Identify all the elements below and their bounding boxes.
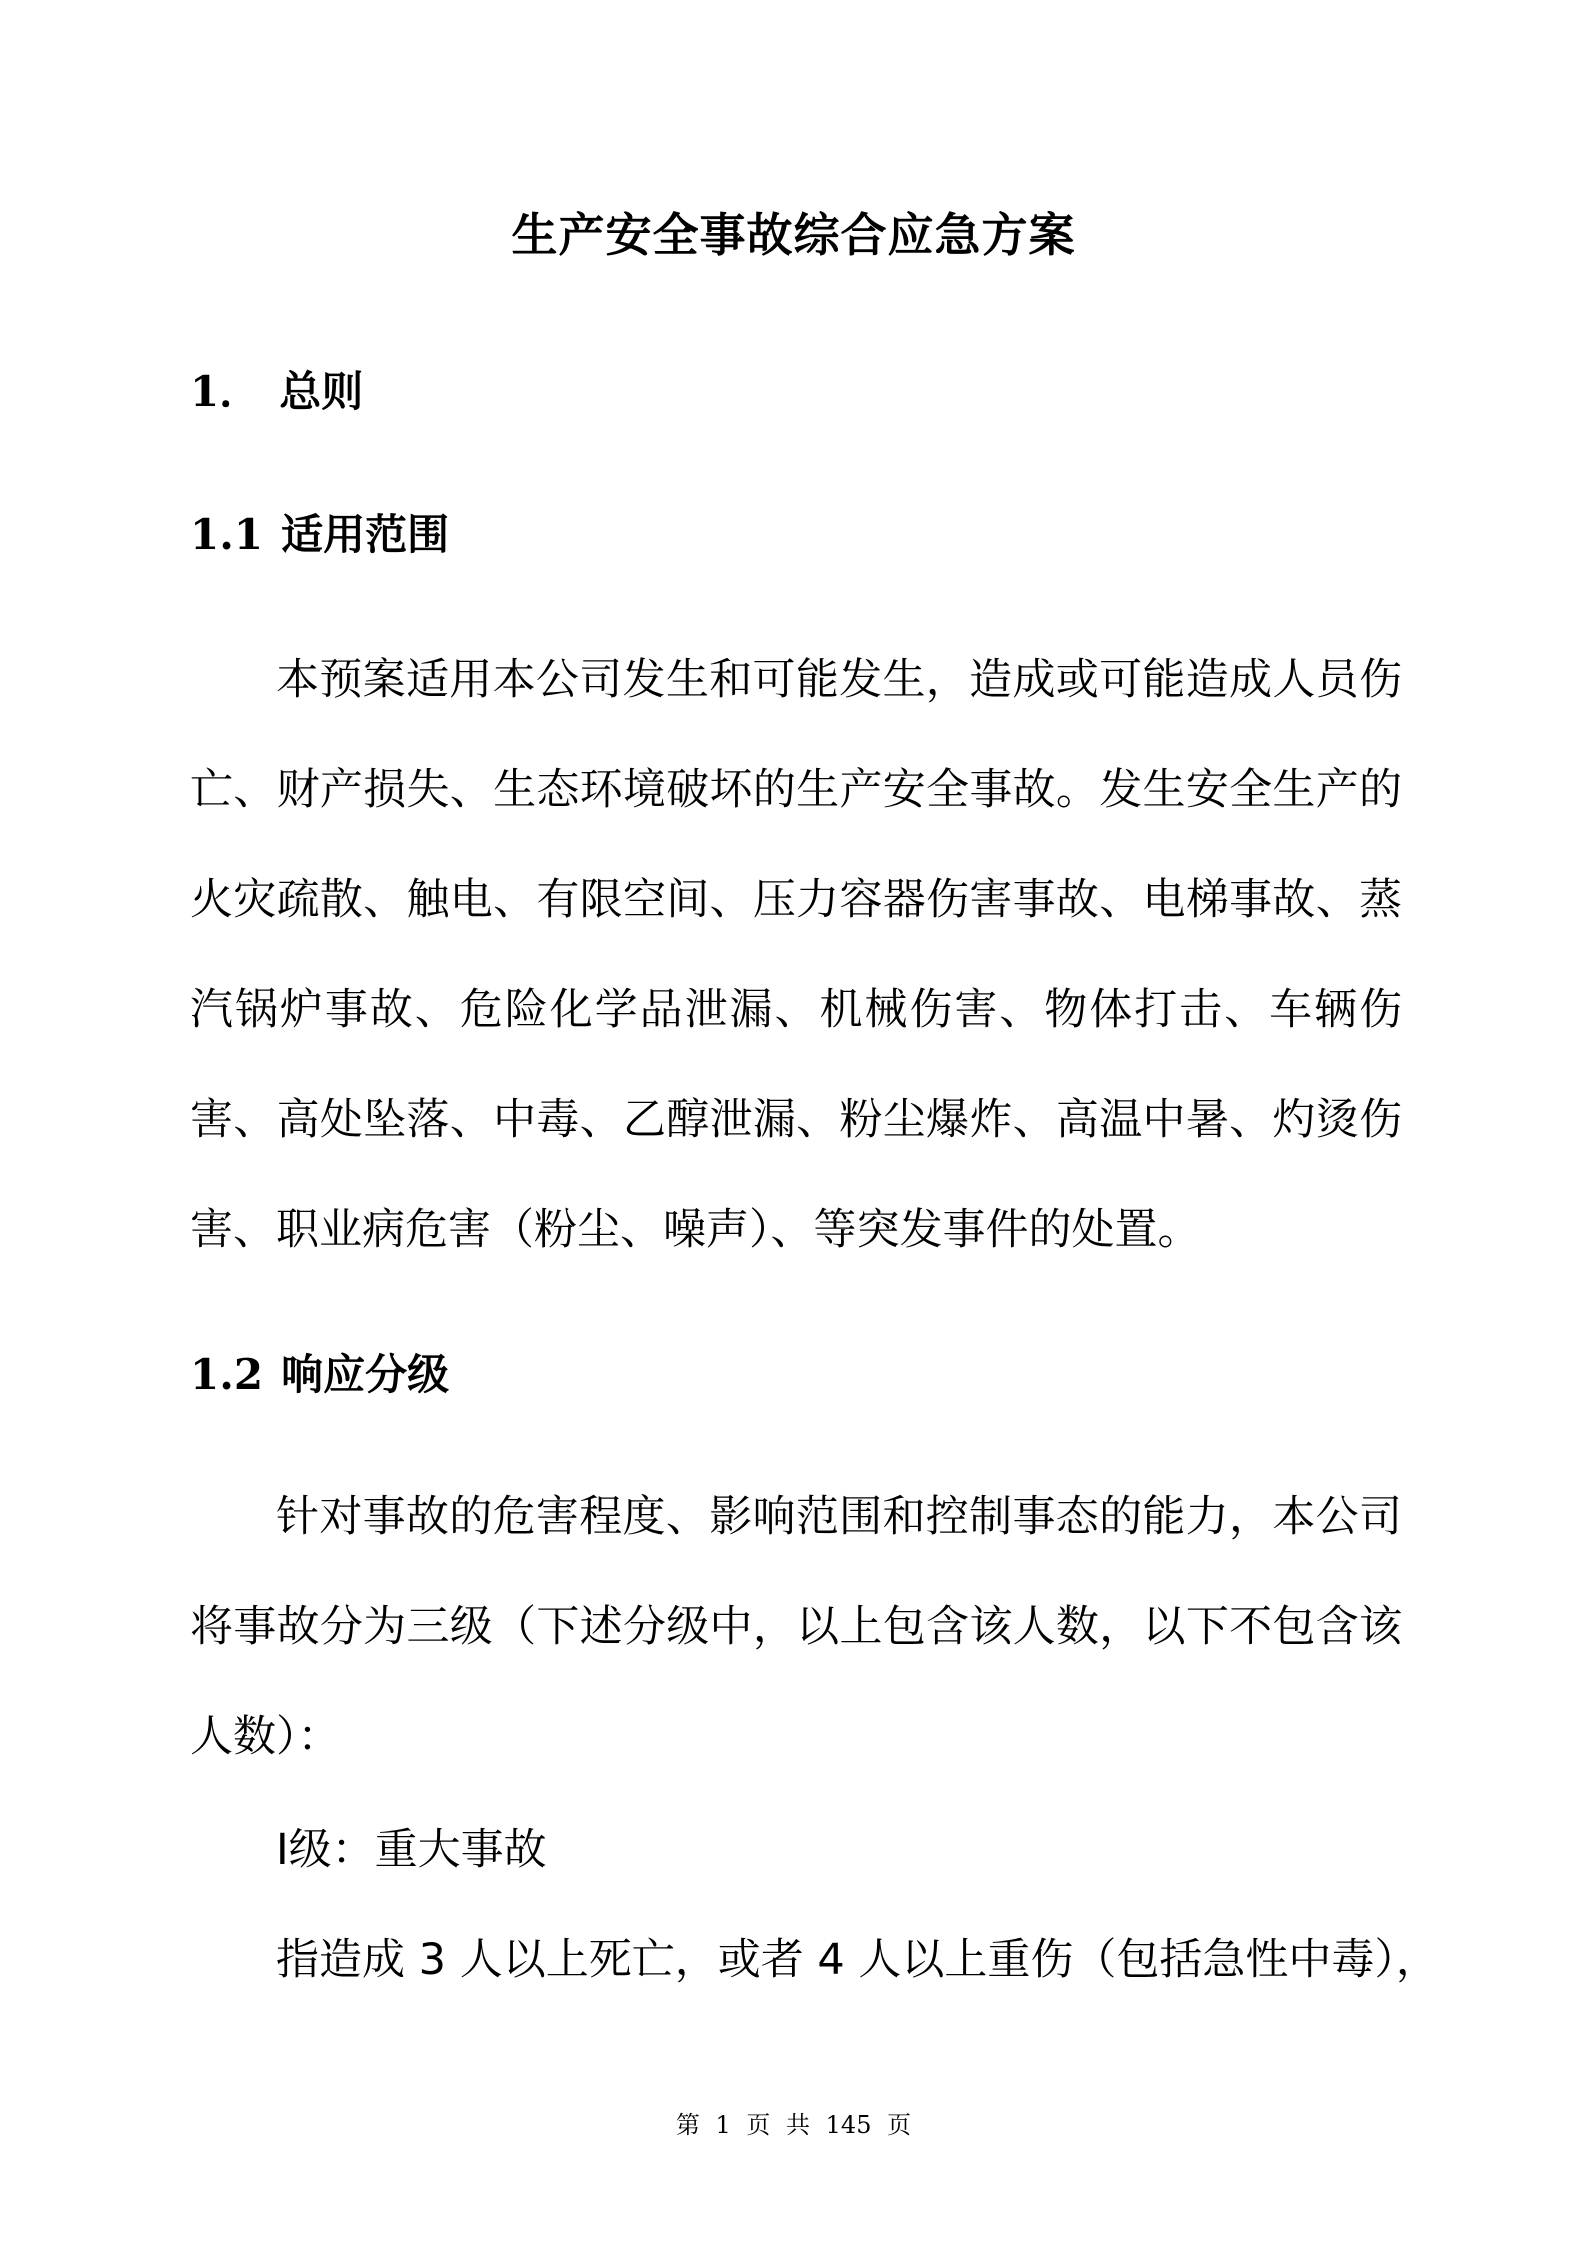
section-heading-1-2 <box>190 1345 449 1405</box>
grading-paragraph: 针对事故的危害程度、影响范围和控制事态的能力，本公司将事故分为三级（下述分级中，以上包含该人数，以下不包含该人数）： <box>190 1492 1402 1762</box>
level-1-heading: I级：重大事故 <box>276 1825 547 1875</box>
section-number: 1.2 <box>190 1350 264 1399</box>
section-title: 总则 <box>279 367 364 416</box>
page-number-footer: 第 1 页 共 145 页 <box>675 2111 912 2139</box>
section-title: 响应分级 <box>281 1350 450 1399</box>
section-number: 1.1 <box>190 510 264 559</box>
section-heading-1-1 <box>190 505 449 565</box>
scope-paragraph: 本预案适用本公司发生和可能发生，造成或可能造成人员伤亡、财产损失、生态环境破坏的生产安全事故。发生安全生产的火灾疏散、触电、有限空间、压力容器伤害事故、电梯事故、蒸汽锅炉事故、危险化学品泄漏、机械伤害、物体打击、车辆伤害、高处坠落、中毒、乙醇泄漏、粉尘爆炸、高温中暑、灼烫伤害、职业病危害（粉尘、噪声）、等突发事件的处置。 <box>190 655 1402 1255</box>
level-1-description: 指造成 3 人以上死亡，或者 4 人以上重伤（包括急性中毒）， <box>276 1935 1439 1985</box>
section-number: 1． <box>190 367 262 416</box>
document-title: 生产安全事故综合应急方案 <box>511 208 1076 262</box>
section-heading-1 <box>190 362 363 422</box>
section-title: 适用范围 <box>281 510 450 559</box>
